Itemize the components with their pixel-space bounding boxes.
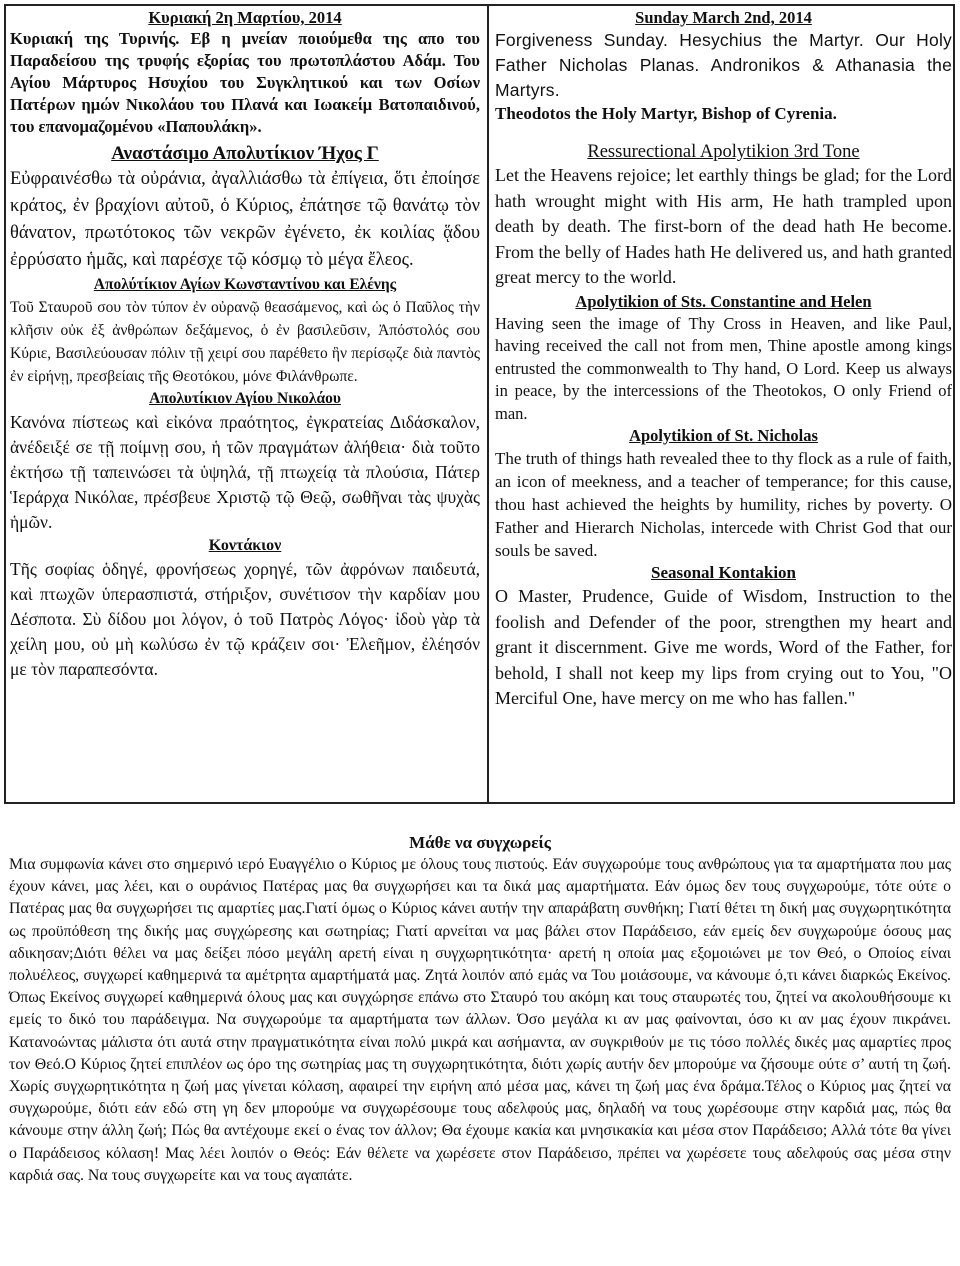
greek-kontakion-text: Τῆς σοφίας ὁδηγέ, φρονήσεως χορηγέ, τῶν ἀφρόνων παιδευτά, καὶ πτωχῶν ὑπερασπιστά, στήριξον, συνέτισον τὴν καρδίαν μου Δέσποτα. Σὺ δίδου μοι λόγον, ὁ τοῦ Πατρὸς Λόγος· ἰδοὺ γὰρ τὰ χείλη μου, οὐ μὴ κωλύσω ἐν τῷ κράζειν σοι· Ἐλεῆμον, ἐλέησόν με τὸν παραπεσόντα. bbox=[10, 559, 480, 679]
english-resurrectional-text: Let the Heavens rejoice; let earthly things be glad; for the Lord hath wrought might with His arm, He hath trampled upon death by death. The first-born of the dead hath He become. From the belly of Hades hath He delivered us, and hath granted great mercy to the world. bbox=[495, 165, 952, 287]
greek-resurrectional-text: Εὐφραινέσθω τὰ οὐράνια, ἀγαλλιάσθω τὰ ἐπίγεια, ὅτι ἐποίησε κράτος, ἐν βραχίονι αὐτοῦ, ὁ Κύριος, ἐπάτησε τῷ θανάτῳ τὸν θάνατον, πρωτότοκος τῶν νεκρῶν ἐγένετο, ἐκ κοιλίας ᾅδου ἐρρύσατο ἡμᾶς, καὶ παρέσχε τῷ κόσμῳ τὸ μέγα ἔλεος. bbox=[10, 169, 480, 270]
greek-feast-text: Κυριακή της Τυρινής. Εβ η μνείαν ποιούμεθα της απο του Παραδείσου της τρυφής εξορίας του πρωτοπλάστου Αδάμ. Του Αγίου Μάρτυρος Ησυχίου του Συγκλητικού και των Οσίων Πατέρων ημών Νικολάου του Πλανά και Ιωακείμ Βατοπαιδινού, του επανομαζομένου «Παπουλάκη». bbox=[10, 29, 480, 136]
english-feast-text: Forgiveness Sunday. Hesychius the Martyr. Our Holy Father Nicholas Planas. Andronikos & Athanasia the Martyrs. bbox=[495, 30, 952, 100]
sermon-text: Μια συμφωνία κάνει στο σημερινό ιερό Ευαγγέλιο ο Κύριος με όλους τους πιστούς. Εάν συγχωρούμε τους ανθρώπους για τα αμαρτήματα που μας έχουν κάνει, μας λέει, και ο ουράνιος Πατέρας μας θα συγχωρήσει και τα δικά μας αμαρτήματα. Εάν όμως δεν τους συγχωρούμε, τότε ούτε ο Πατέρας μας θα συγχωρήσει τις αμαρτίες μας.Γιατί όμως ο Κύριος κάνει αυτήν την απαράβατη συνθήκη; Γιατί θέτει τη δική μας συγχωρητικότητα ως προϋπόθεση της δικής μας συγχώρεσης και σωτηρίας; Γιατί αρνείται να μας βάλει στον Παράδεισο, εάν εμείς δεν συγχωρούμε όσους μας αδικησαν;Διότι θέλει να μας δείξει πόσο μεγάλη αρετή είναι η συγχωρητικότητα· αρετή η οποία μας εξομοιώνει με τον Θεό, ο Οποίος είναι πολυέλεος, συγχωρεί καθημερινά τα αμέτρητα αμαρτήματά μας. Ζητά λοιπόν από εμάς να Του μοιάσουμε, να κάνουμε ό,τι κάνει διαρκώς Εκείνος. Όπως Εκείνος συγχωρεί καθημερινά όλους μας και συγχώρησε επάνω στο Σταυρό του ακόμη και τους σταυρωτές του, ζητεί να ακολουθήσουμε κι εμείς το δικό του παράδειγμα. Να συγχωρούμε τα αμαρτήματα των άλλων. Όσο μεγάλα κι αν μας φαίνονται, όσο κι αν μας έχουν πικράνει. Κατανοώντας μάλιστα ότι αυτά στην πραγματικότητα είναι πολύ μικρά και ασήμαντα, αν συγκριθούν με τις τόσο πολλές δικές μας αμαρτίες προς τον Θεό.Ο Κύριος ζητεί επιπλέον ως όρο της σωτηρίας μας τη συγχωρητικότητα, διότι χωρίς αυτήν δεν μπορούμε να ζήσουμε ούτε σ’ αυτή τη ζωή. Χωρίς συγχωρητικότητα η ζωή μας γίνεται κόλαση, αφαιρεί την ειρήνη από μέσα μας, κάνει τη ζωή μας ένα δράμα.Τέλος ο Κύριος μας ζητεί να συγχωρούμε, διότι εάν εδώ στη γη δεν μπορούμε να συγχωρέσουμε τους αδελφούς μας, δηλαδή να τους χωρέσουμε στην καρδιά μας, πώς θα κάνουμε στην άλλη ζωή; Πώς θα αντέχουμε εκεί ο ένας τον άλλον; Θα έχουμε κακία και μνησικακία και μέσα στον Παράδεισο; Αλλά τότε θα γίνει ο Παράδεισος κόλαση! Μας λέει λοιπόν ο Θεός: Εάν θέλετε να χωρέσετε στον Παράδεισο, πρέπει να χωρέσετε τους αδελφούς σας μέσα στην καρδιά σας. Να τους συγχωρείτε και να τους αγαπάτε. bbox=[9, 856, 951, 1184]
english-column bbox=[495, 8, 952, 712]
greek-date-heading: Κυριακή 2η Μαρτίου, 2014 bbox=[148, 8, 342, 27]
greek-constantine-text: Τοῦ Σταυροῦ σου τὸν τύπον ἐν οὐρανῷ θεασάμενος, καὶ ὡς ὁ Παῦλος τὴν κλῆσιν οὐκ ἐξ ἀνθρώπων δεξάμενος, ὁ ἐν βασιλεῦσιν, Ἀπόστολός σου Κύριε, Βασιλεύουσαν πόλιν τῇ χειρί σου παρέθετο ἣν περίσῳζε διὰ παντὸς ἐν εἰρήνῃ, πρεσβείαις τῆς Θεοτόκου, μόνε Φιλάνθρωπε. bbox=[10, 299, 480, 385]
english-feast-bold: Theodotos the Holy Martyr, Bishop of Cyrenia. bbox=[495, 104, 837, 123]
english-kontakion-text: O Master, Prudence, Guide of Wisdom, Instruction to the foolish and Defender of the poor, strengthen my heart and grant it discernment. Give me words, Word of the Father, for behold, I shall not keep my lips from crying out to You, "O Merciful One, have mercy on me who has fallen." bbox=[495, 586, 952, 708]
column-divider bbox=[487, 4, 489, 804]
sermon-title: Μάθε να συγχωρείς bbox=[409, 833, 551, 852]
greek-kontakion-title: Κοντάκιον bbox=[208, 537, 282, 554]
english-kontakion-title: Seasonal Kontakion bbox=[650, 563, 796, 582]
sermon-section bbox=[9, 832, 951, 1187]
greek-resurrectional-title: Αναστάσιμο Απολυτίκιον Ήχος Γ bbox=[111, 143, 379, 164]
greek-nicholas-title: Απολυτίκιον Αγίου Νικολάου bbox=[149, 390, 341, 407]
greek-constantine-title: Απολύτίκιον Αγίων Κωνσταντίνου και Ελένης bbox=[93, 276, 397, 293]
english-nicholas-text: The truth of things hath revealed thee to thy flock as a rule of faith, an icon of meekness, and a teacher of temperance; for this cause, thou hast achieved the heights by humility, riches by poverty. O Father and Hierarch Nicholas, intercede with Christ God that our souls be saved. bbox=[495, 449, 952, 560]
greek-column bbox=[10, 8, 480, 682]
english-date-heading: Sunday March 2nd, 2014 bbox=[635, 8, 812, 27]
greek-nicholas-text: Κανόνα πίστεως καὶ εἰκόνα πραότητος, ἐγκρατείας Διδάσκαλον, ἀνέδειξέ σε τῇ ποίμνῃ σου, ἡ τῶν πραγμάτων ἀλήθεια· διὰ τοῦτο ἐκτήσω τῇ ταπεινώσει τὰ ὑψηλά, τῇ πτωχείᾳ τὰ πλούσια, Πάτερ Ἱεράρχα Νικόλαε, πρέσβευε Χριστῷ τῷ Θεῷ, σωθῆναι τὰς ψυχὰς ἡμῶν. bbox=[10, 412, 480, 532]
english-constantine-title: Apolytikion of Sts. Constantine and Helen bbox=[575, 291, 872, 311]
english-constantine-text: Having seen the image of Thy Cross in Heaven, and like Paul, having received the call not from men, Thine apostle among kings entrusted the commonwealth to Thy hand, O Lord. Keep us always in peace, by the intercessions of the Theotokos, O only Friend of man. bbox=[495, 313, 952, 423]
english-resurrectional-title: Ressurectional Apolytikion 3rd Tone bbox=[587, 142, 860, 162]
english-nicholas-title: Apolytikion of St. Nicholas bbox=[629, 426, 818, 445]
